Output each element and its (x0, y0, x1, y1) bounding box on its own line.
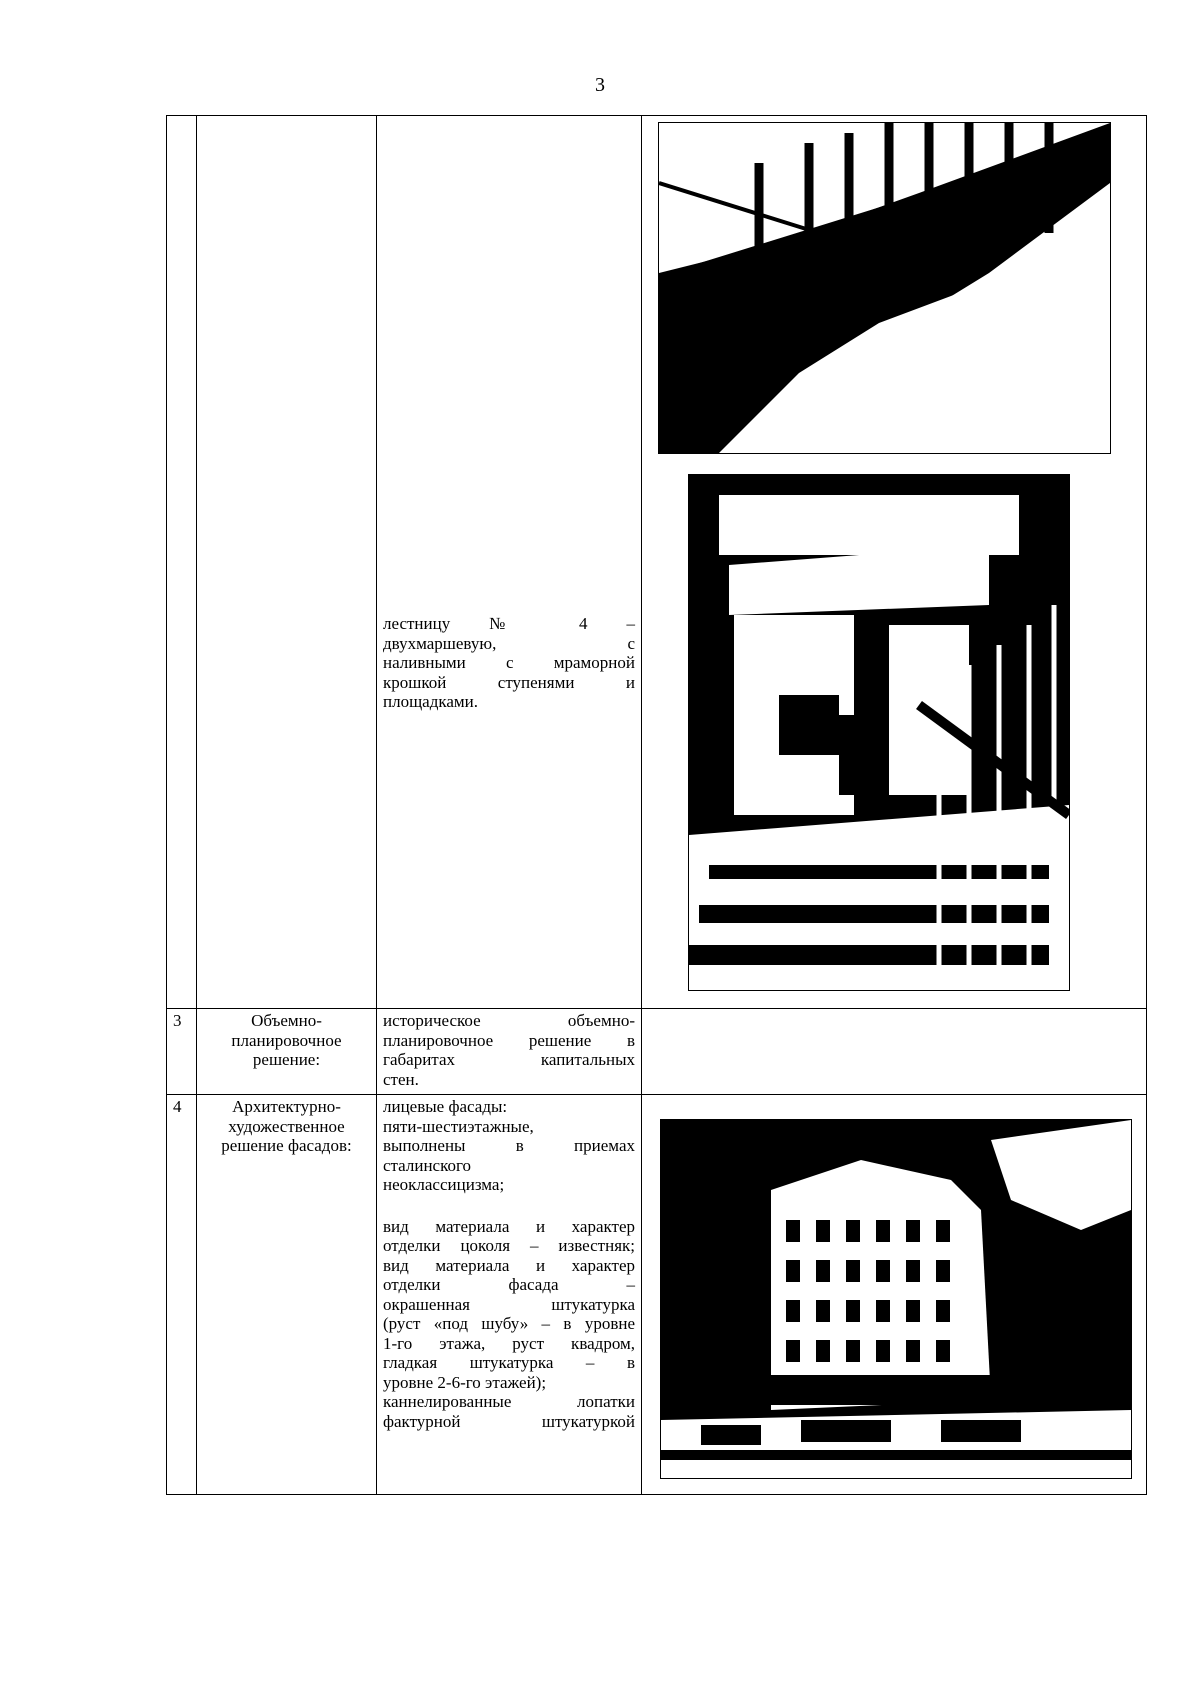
desc-line: габаритах капитальных (383, 1050, 635, 1069)
desc-line: лестницу № 4 – (383, 614, 635, 633)
corner-building-facade-photo (660, 1119, 1132, 1479)
desc-line: вид материала и характер (383, 1216, 635, 1236)
desc-line: каннелированные лопатки (383, 1392, 635, 1411)
desc-line: вид материала и характер (383, 1255, 635, 1275)
desc-line: крошкой ступенями и (383, 672, 635, 692)
stairwell-landing-photo (688, 474, 1070, 991)
row-number: 4 (167, 1095, 197, 1495)
desc-line: стен. (383, 1069, 419, 1089)
row-title: Архитектурно-художественное решение фасадов: (197, 1095, 377, 1495)
table-row (167, 1095, 1147, 1495)
desc-line: лицевые фасады: (383, 1097, 508, 1116)
desc-line: пяти-шестиэтажные, (383, 1116, 534, 1136)
row-description (377, 1095, 642, 1495)
row-number: 3 (167, 1009, 197, 1095)
desc-line: отделки цоколя – известняк; (383, 1236, 635, 1255)
desc-line: неоклассицизма; (383, 1175, 505, 1194)
row-description (377, 116, 642, 1009)
object-description-table (166, 115, 1147, 1495)
row-photos (642, 116, 1147, 1009)
desc-line: наливными с мраморной (383, 653, 635, 672)
desc-line: гладкая штукатурка – в (383, 1353, 635, 1372)
staircase-railing-photo (658, 122, 1111, 454)
desc-line: площадками. (383, 692, 479, 711)
row-photos (642, 1095, 1147, 1495)
row-photos (642, 1009, 1147, 1095)
desc-line: историческое объемно- (383, 1011, 635, 1030)
row-number (167, 116, 197, 1009)
desc-line: выполнены в приемах (383, 1136, 635, 1155)
row-title: Объемно-планировочное решение: (197, 1009, 377, 1095)
desc-line: отделки фасада – (383, 1275, 635, 1294)
desc-line: планировочное решение в (383, 1030, 635, 1050)
desc-line: сталинского (383, 1155, 472, 1175)
desc-line: (руст «под шубу» – в уровне (383, 1314, 635, 1333)
desc-line: двухмаршевую, с (383, 633, 635, 653)
desc-line: окрашенная штукатурка (383, 1294, 635, 1314)
row-title (197, 116, 377, 1009)
desc-line: 1-го этажа, руст квадром, (383, 1333, 635, 1353)
desc-line: уровне 2-6-го этажей); (383, 1372, 547, 1392)
desc-line: фактурной штукатуркой (383, 1411, 635, 1431)
table-row (167, 116, 1147, 1009)
page-number: 3 (595, 74, 605, 96)
table-row (167, 1009, 1147, 1095)
row-description (377, 1009, 642, 1095)
